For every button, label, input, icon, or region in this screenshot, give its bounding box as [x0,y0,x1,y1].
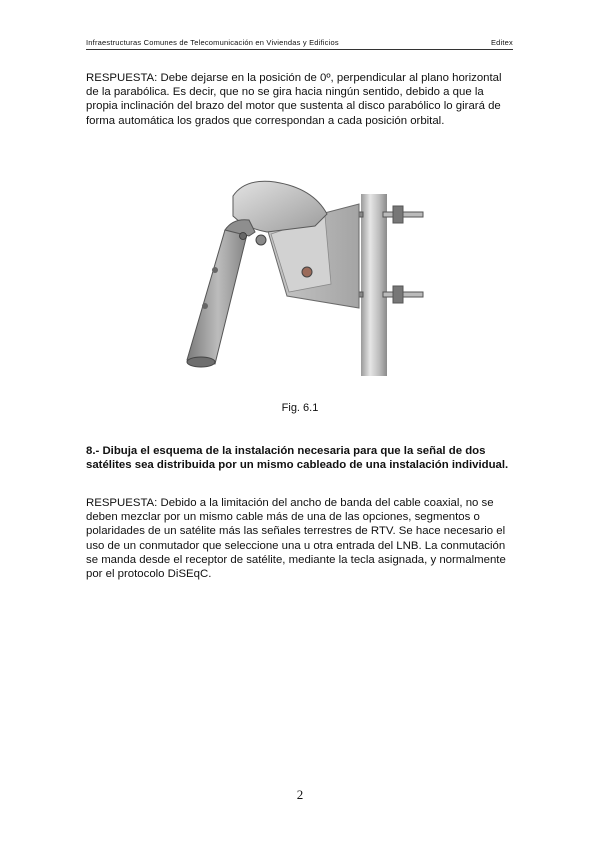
answer-paragraph-8: RESPUESTA: Debido a la limitación del ancho de banda del cable coaxial, no se deben mezclar por un mismo cable más de una de las opciones, segmentos o polaridades de un satélite más las señales terrestres de RTV. Se hace necesario el uso de un conmutador que seleccione una u otra entrada del LNB. La conmutación se manda desde el receptor de satélite, mediante la tecla asignada, y normalmente por el protocolo DiSEqC. [86,497,506,581]
page-number: 2 [296,787,304,802]
adjust-bolt [302,267,312,277]
header-publisher: Editex [490,38,513,47]
motor-mount-illustration [175,176,435,376]
motor-arm [187,226,249,364]
pivot-bolt [256,235,266,245]
motor-mount-figure [175,176,435,376]
answer-paragraph-1: RESPUESTA: Debe dejarse en la posición de 0º, perpendicular al plano horizontal de la parabólica. Es decir, que no se gira hacia ningún sentido, debido a que la propia inclinación del brazo del motor que sustenta al disco parabólico lo girará de forma automática los grados que correspondan a cada posición orbital. [86,72,502,127]
question-8-heading: 8.- Dibuja el esquema de la instalación necesaria para que la señal de dos satélites sea distribuida por un mismo cableado de una instalación individual. [86,445,509,472]
mast-pole [361,194,387,376]
page-header [86,37,513,50]
header-title: Infraestructuras Comunes de Telecomunicación en Viviendas y Edificios [86,38,339,47]
figure-caption: Fig. 6.1 [281,402,319,414]
